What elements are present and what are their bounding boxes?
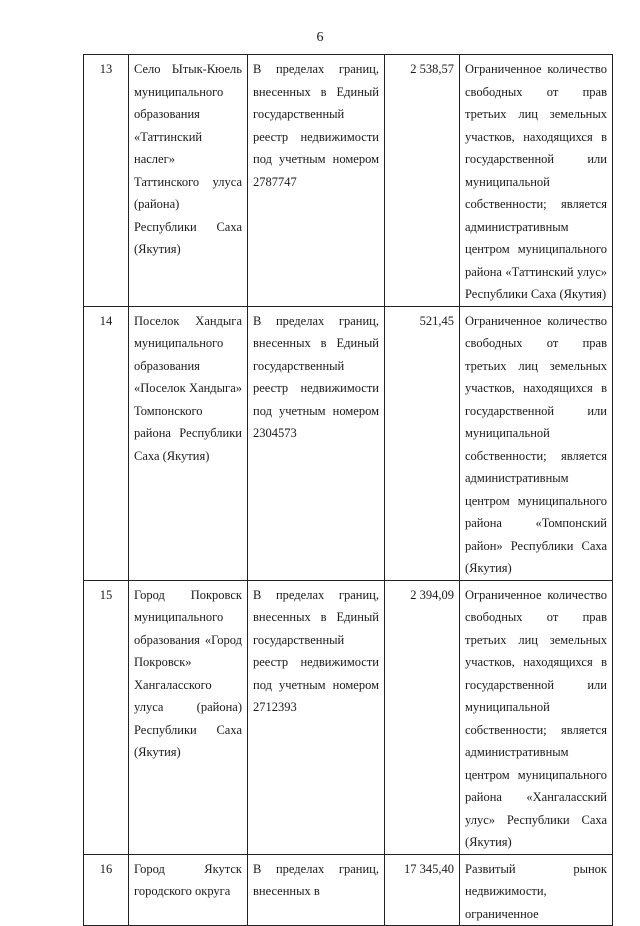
area-value: 17 345,40 <box>385 854 460 926</box>
reason-description: Развитый рынок недвижимости, ограниченное <box>460 854 613 926</box>
settlement-name: Город Покровск муниципального образования «Город Покровск» Хангаласского улуса (района) Республики Саха (Якутия) <box>129 580 248 854</box>
area-value: 521,45 <box>385 306 460 580</box>
settlement-name: Город Якутск городского округа <box>129 854 248 926</box>
area-value: 2 394,09 <box>385 580 460 854</box>
area-value: 2 538,57 <box>385 55 460 307</box>
reason-description: Ограниченное количество свободных от прав третьих лиц земельных участков, находящихся в государственной или муниципальной собственности; является административным центром муниципального района «Хангаласский улус» Республики Саха (Якутия) <box>460 580 613 854</box>
reason-description: Ограниченное количество свободных от прав третьих лиц земельных участков, находящихся в государственной или муниципальной собственности; является административным центром муниципального района «Томпонский район» Республики Саха (Якутия) <box>460 306 613 580</box>
settlement-name: Село Ытык-Кюель муниципального образования «Таттинский наслег» Таттинского улуса (района) Республики Саха (Якутия) <box>129 55 248 307</box>
row-number: 13 <box>84 55 129 307</box>
page-number: 6 <box>316 30 324 45</box>
table-row <box>84 854 613 926</box>
settlement-name: Поселок Хандыга муниципального образования «Поселок Хандыга» Томпонского района Республики Саха (Якутия) <box>129 306 248 580</box>
row-number: 14 <box>84 306 129 580</box>
table-row <box>84 55 613 307</box>
boundaries-description: В пределах границ, внесенных в Единый государственный реестр недвижимости под учетным номером 2712393 <box>248 580 385 854</box>
row-number: 16 <box>84 854 129 926</box>
settlements-table <box>83 54 613 926</box>
boundaries-description: В пределах границ, внесенных в Единый государственный реестр недвижимости под учетным номером 2304573 <box>248 306 385 580</box>
row-number: 15 <box>84 580 129 854</box>
boundaries-description: В пределах границ, внесенных в <box>248 854 385 926</box>
table-row <box>84 580 613 854</box>
reason-description: Ограниченное количество свободных от прав третьих лиц земельных участков, находящихся в государственной или муниципальной собственности; является административным центром муниципального района «Таттинский улус» Республики Саха (Якутия) <box>460 55 613 307</box>
boundaries-description: В пределах границ, внесенных в Единый государственный реестр недвижимости под учетным номером 2787747 <box>248 55 385 307</box>
table-row <box>84 306 613 580</box>
